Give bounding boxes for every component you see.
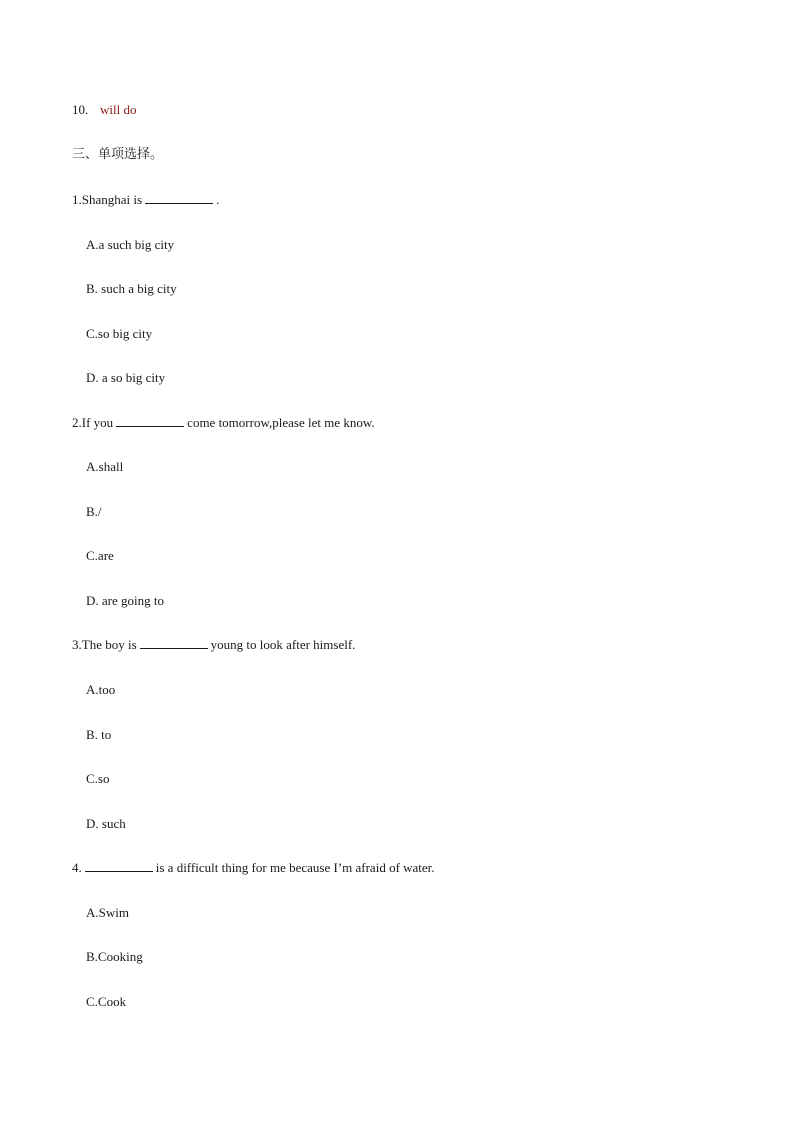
question-4-option-a: A.Swim — [86, 905, 129, 920]
question-1-option-b: B. such a big city — [86, 281, 177, 296]
answer-blank — [145, 192, 213, 204]
question-2-option-b: B./ — [86, 504, 102, 519]
question-3-option-a: A.too — [86, 682, 116, 697]
question-3 — [72, 637, 355, 653]
question-2 — [72, 415, 375, 431]
question-1-stem: 1.Shanghai is — [72, 192, 143, 207]
answer-text: will do — [100, 102, 137, 117]
question-3-option-d: D. such — [86, 816, 126, 831]
question-2-option-c: C.are — [86, 548, 114, 563]
question-1-tail: . — [216, 192, 220, 207]
answer-blank — [140, 637, 208, 649]
question-3-tail: young to look after himself. — [210, 637, 356, 652]
answer-blank — [85, 860, 153, 872]
answer-blank — [116, 415, 184, 427]
section-title: 三、单项选择。 — [72, 147, 164, 162]
question-1-option-a: A.a such big city — [86, 237, 175, 252]
question-4 — [72, 860, 435, 876]
question-1 — [72, 192, 219, 208]
answer-number: 10. — [72, 102, 89, 117]
question-1-option-d: D. a so big city — [86, 370, 166, 385]
question-3-stem: 3.The boy is — [72, 637, 137, 652]
question-2-stem: 2.If you — [72, 415, 114, 430]
question-2-tail: come tomorrow,please let me know. — [187, 415, 375, 430]
question-4-stem: 4. — [72, 860, 82, 875]
question-2-option-a: A.shall — [86, 459, 124, 474]
question-3-option-b: B. to — [86, 727, 112, 742]
answer-line-10 — [72, 102, 136, 118]
question-4-option-c: C.Cook — [86, 994, 127, 1009]
question-2-option-d: D. are going to — [86, 593, 164, 608]
question-3-option-c: C.so — [86, 771, 110, 786]
question-1-option-c: C.so big city — [86, 326, 153, 341]
question-4-tail: is a difficult thing for me because I’m afraid of water. — [155, 860, 435, 875]
question-4-option-b: B.Cooking — [86, 949, 143, 964]
